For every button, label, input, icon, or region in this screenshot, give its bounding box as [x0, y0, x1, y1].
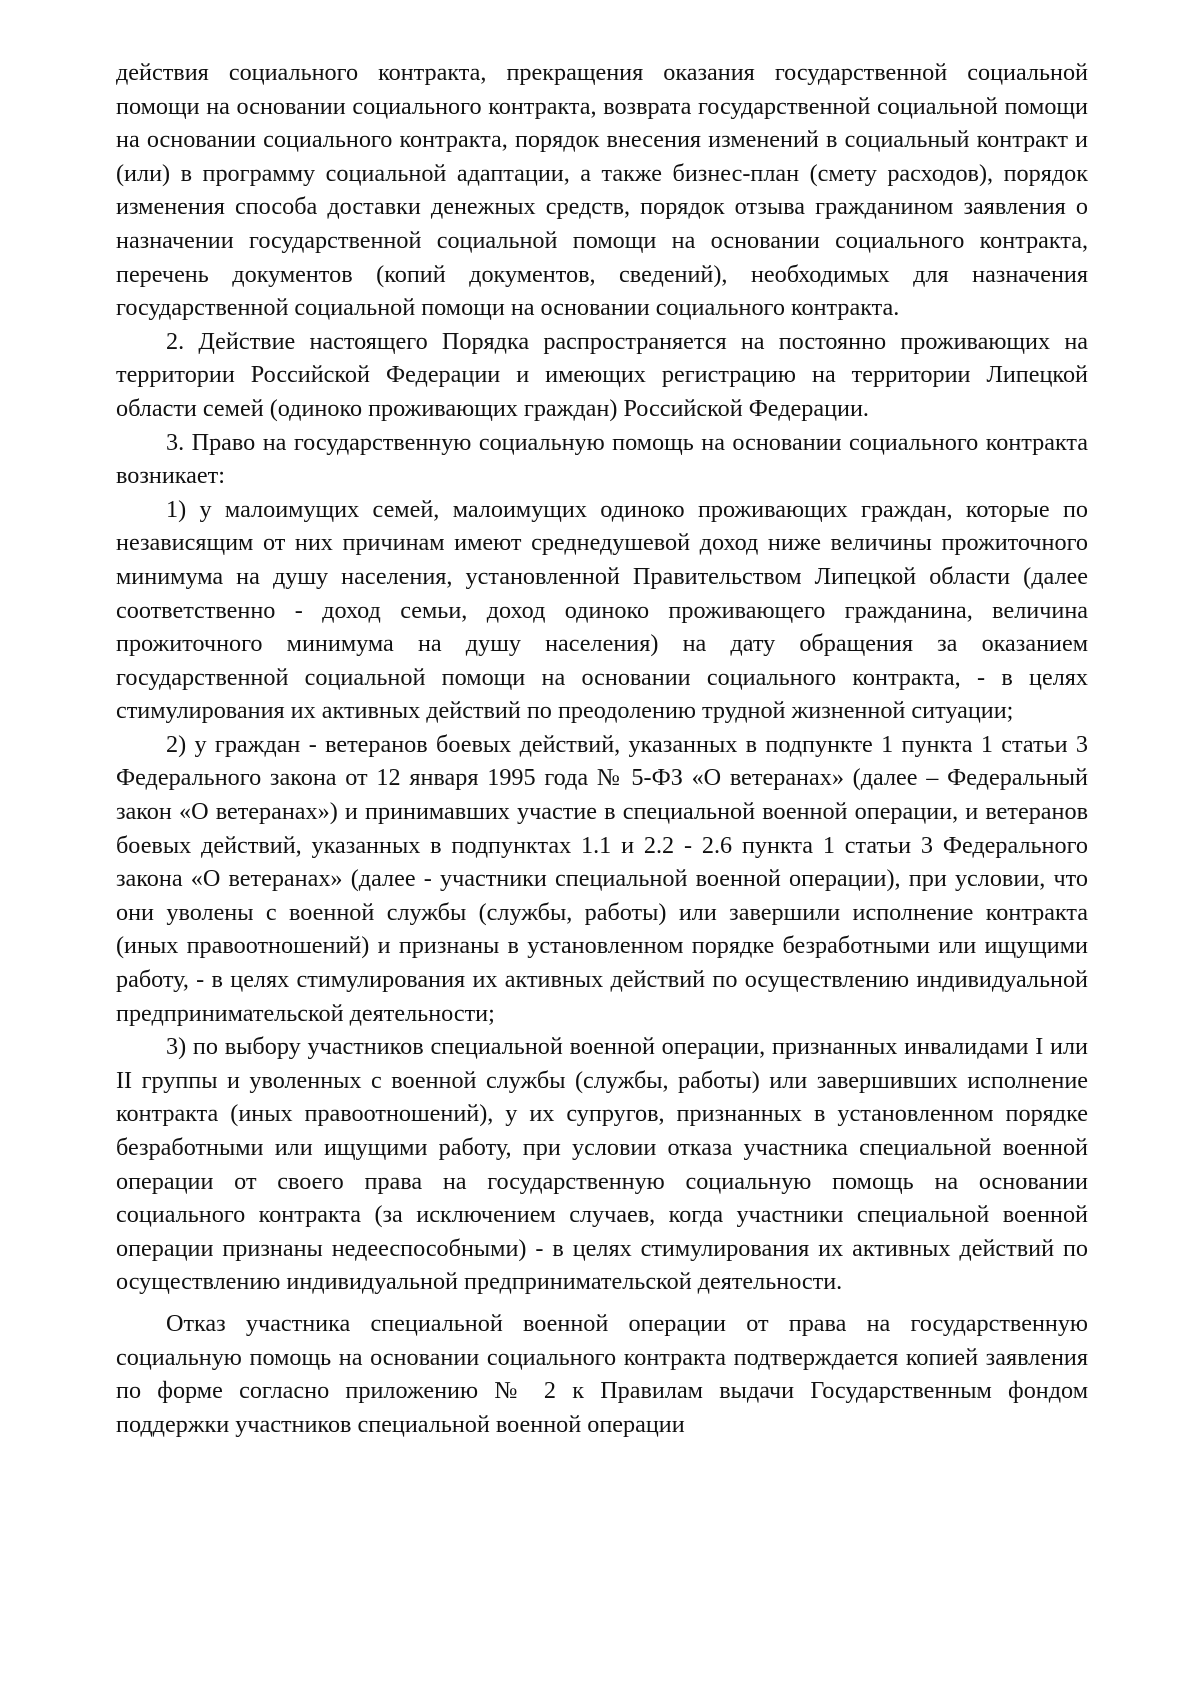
- document-page: [116, 56, 1088, 1441]
- paragraph-refusal: Отказ участника специальной военной операции от права на государственную социальную помощь на основании социального контракта подтверждается копией заявления по форме согласно приложению № 2 к Правилам выдачи Государственным фондом поддержки участников специальной военной операции: [116, 1309, 1088, 1438]
- paragraph-subclause-1: 1) у малоимущих семей, малоимущих одиноко проживающих граждан, которые по независящим от них причинам имеют среднедушевой доход ниже величины прожиточного минимума на душу населения, установленной Правительством Липецкой области (далее соответственно - доход семьи, доход одиноко проживающего гражданина, величина прожиточного минимума на душу населения) на дату обращения за оказанием государственной социальной помощи на основании социального контракта, - в целях стимулирования их активных действий по преодолению трудной жизненной ситуации;: [116, 495, 1088, 725]
- paragraph-subclause-2: 2) у граждан - ветеранов боевых действий, указанных в подпункте 1 пункта 1 статьи 3 Федерального закона от 12 января 1995 года № 5-ФЗ «О ветеранах» (далее – Федеральный закон «О ветеранах») и принимавших участие в специальной военной операции, и ветеранов боевых действий, указанных в подпунктах 1.1 и 2.2 - 2.6 пункта 1 статьи 3 Федерального закона «О ветеранах» (далее - участники специальной военной операции), при условии, что они уволены с военной службы (службы, работы) или завершили исполнение контракта (иных правоотношений) и признаны в установленном порядке безработными или ищущими работу, - в целях стимулирования их активных действий по осуществлению индивидуальной предпринимательской деятельности;: [116, 730, 1088, 1027]
- paragraph-clause-2: 2. Действие настоящего Порядка распространяется на постоянно проживающих на территории Российской Федерации и имеющих регистрацию на территории Липецкой области семей (одиноко проживающих граждан) Российской Федерации.: [116, 327, 1088, 422]
- paragraph-subclause-3: 3) по выбору участников специальной военной операции, признанных инвалидами I или II группы и уволенных с военной службы (службы, работы) или завершивших исполнение контракта (иных правоотношений), у их супругов, признанных в установленном порядке безработными или ищущими работу, при условии отказа участника специальной военной операции от своего права на государственную социальную помощь на основании социального контракта (за исключением случаев, когда участники специальной военной операции признаны недееспособными) - в целях стимулирования их активных действий по осуществлению индивидуальной предпринимательской деятельности.: [116, 1033, 1088, 1296]
- paragraph-continuation: действия социального контракта, прекращения оказания государственной социальной помощи на основании социального контракта, возврата государственной социальной помощи на основании социального контракта, порядок внесения изменений в социальный контракт и (или) в программу социальной адаптации, а также бизнес-план (смету расходов), порядок изменения способа доставки денежных средств, порядок отзыва гражданином заявления о назначении государственной социальной помощи на основании социального контракта, перечень документов (копий документов, сведений), необходимых для назначения государственной социальной помощи на основании социального контракта.: [116, 59, 1088, 322]
- paragraph-clause-3: 3. Право на государственную социальную помощь на основании социального контракта возникает:: [116, 428, 1088, 490]
